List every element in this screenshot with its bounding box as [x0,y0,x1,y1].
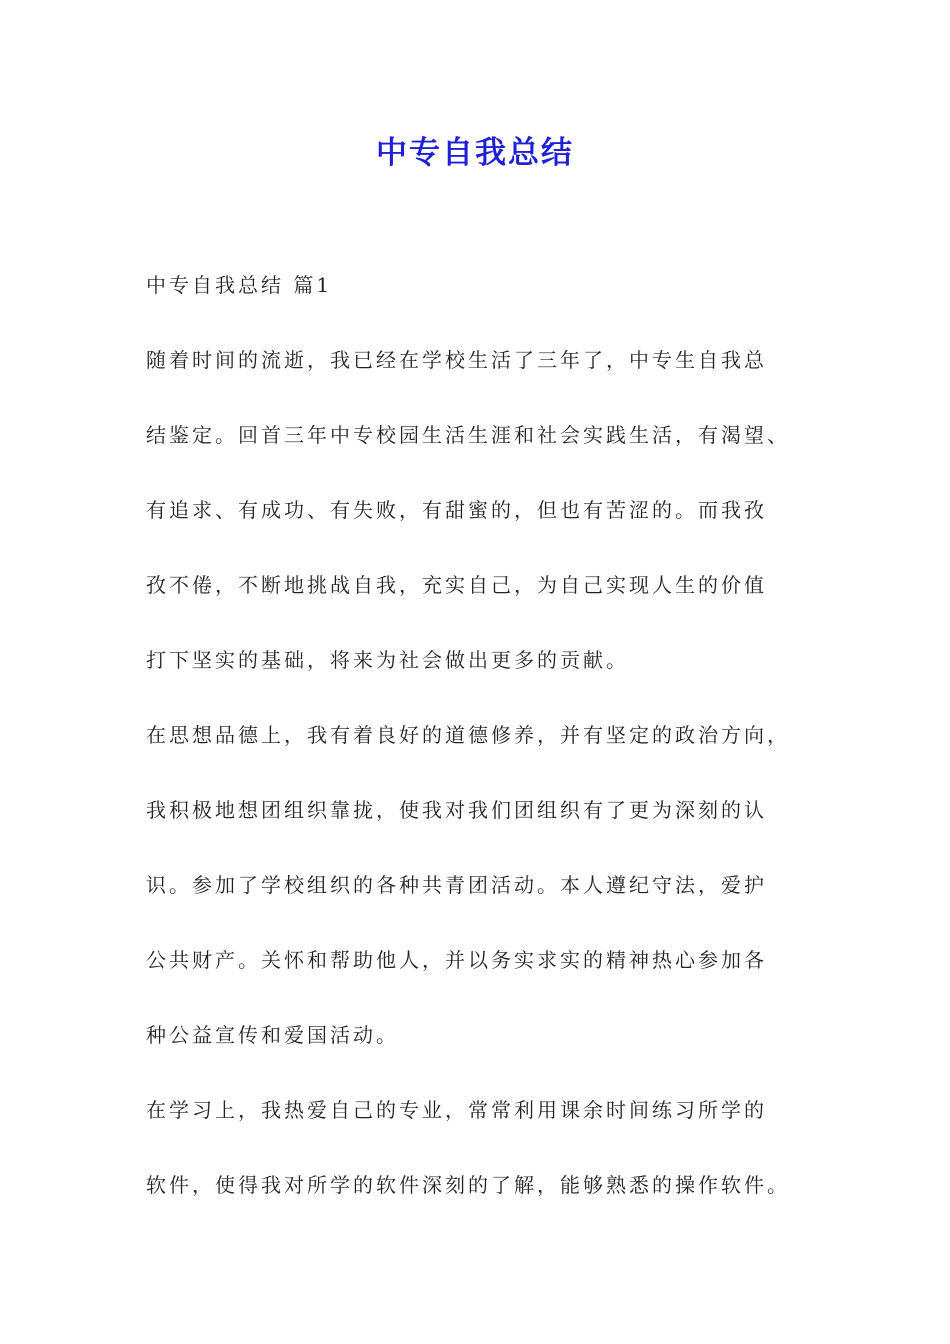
paragraph-line: 在学习上，我热爱自己的专业，常常利用课余时间练习所学的 [146,1098,767,1122]
paragraph-line: 在思想品德上，我有着良好的道德修养，并有坚定的政治方向， [146,723,790,747]
document-body [146,268,836,1243]
paragraph-line: 孜不倦，不断地挑战自我，充实自己，为自己实现人生的价值 [146,573,767,597]
paragraph-1 [146,343,836,718]
paragraph-line: 有追求、有成功、有失败，有甜蜜的，但也有苦涩的。而我孜 [146,498,767,522]
paragraph-3 [146,1093,836,1243]
paragraph-2 [146,718,836,1093]
paragraph-line: 我积极地想团组织靠拢，使我对我们团组织有了更为深刻的认 [146,798,767,822]
paragraph-line: 打下坚实的基础，将来为社会做出更多的贡献。 [146,648,629,672]
paragraph-line: 随着时间的流逝，我已经在学校生活了三年了，中专生自我总 [146,348,767,372]
paragraph-line: 软件，使得我对所学的软件深刻的了解，能够熟悉的操作软件。 [146,1173,790,1197]
paragraph-line: 识。参加了学校组织的各种共青团活动。本人遵纪守法，爱护 [146,873,767,897]
paragraph-line: 种公益宣传和爱国活动。 [146,1023,399,1047]
document-title: 中专自我总结 [376,135,574,171]
paragraph-line: 公共财产。关怀和帮助他人，并以务实求实的精神热心参加各 [146,948,767,972]
paragraph-line: 结鉴定。回首三年中专校园生活生涯和社会实践生活，有渴望、 [146,423,790,447]
section-heading: 中专自我总结 篇1 [146,273,333,297]
